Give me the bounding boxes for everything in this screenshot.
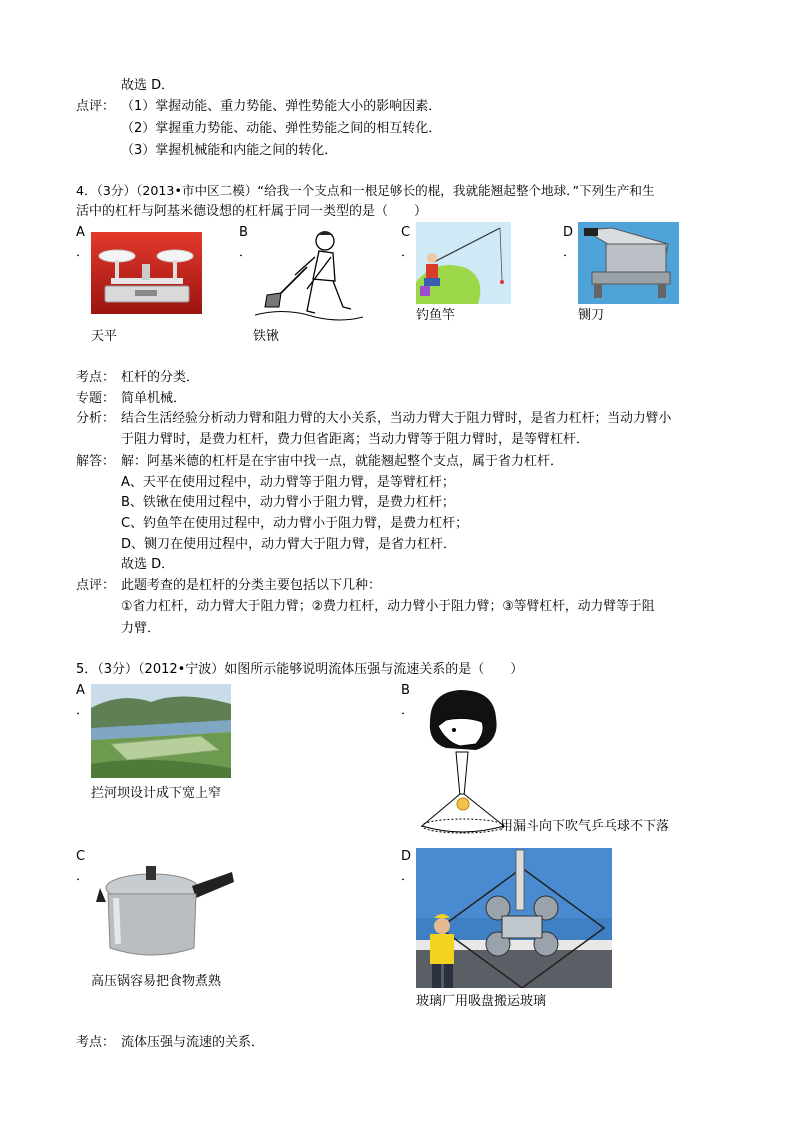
q5-option-c-caption: 高压锅容易把食物煮熟 xyxy=(91,974,222,989)
q4-option-d-letter: D xyxy=(563,225,574,240)
balance-scale-image xyxy=(91,232,202,314)
dam-image xyxy=(91,684,231,778)
q5-option-d-caption: 玻璃厂用吸盘搬运玻璃 xyxy=(416,994,547,1009)
q5-option-b-caption: 用漏斗向下吹气乒乓球不下落 xyxy=(500,819,670,834)
q5-option-d-letter: D xyxy=(401,849,412,864)
q4-stem-line2: 活中的杠杆与阿基米德设想的杠杆属于同一类型的是（ ） xyxy=(76,204,428,219)
q4-jieda-line1: 解：阿基米德的杠杆是在宇宙中找一点，就能翘起整个支点，属于省力杠杆． xyxy=(121,454,564,469)
q4-option-a-dot: ． xyxy=(76,245,90,260)
shovel-worker-image xyxy=(255,227,363,324)
prev-answer: 故选 D． xyxy=(121,78,175,93)
q4-zhuanti-label: 专题： xyxy=(76,391,116,406)
q4-zhuanti: 简单机械． xyxy=(121,391,187,406)
q5-option-b-letter: B xyxy=(401,683,410,698)
prev-dianping-label: 点评： xyxy=(76,99,116,114)
q4-jieda-line5: D、铡刀在使用过程中，动力臂大于阻力臂，是省力杠杆． xyxy=(121,537,457,552)
q4-jieda-line3: B、铁锹在使用过程中，动力臂小于阻力臂，是费力杠杆； xyxy=(121,495,455,510)
q4-fenxi-line1: 结合生活经验分析动力臂和阻力臂的大小关系，当动力臂大于阻力臂时，是省力杠杆；当动力臂小 xyxy=(121,411,672,426)
q5-option-a-letter: A xyxy=(76,683,85,698)
q4-jieda-line6: 故选 D． xyxy=(121,557,175,572)
q4-dianping-line2: ①省力杠杆，动力臂大于阻力臂；②费力杠杆，动力臂小于阻力臂；③等臂杠杆，动力臂等于阻 xyxy=(121,599,655,614)
q5-option-d-dot: ． xyxy=(401,869,415,884)
q4-option-b-dot: ． xyxy=(239,245,253,260)
q4-fenxi-line2: 于阻力臂时，是费力杠杆，费力但省距离；当动力臂等于阻力臂时，是等臂杠杆． xyxy=(121,432,590,447)
q4-dianping-line3: 力臂． xyxy=(121,621,161,636)
q5-option-c-letter: C xyxy=(76,849,86,864)
q4-jieda-line4: C、钓鱼竿在使用过程中，动力臂小于阻力臂，是费力杠杆； xyxy=(121,516,469,531)
pressure-cooker-image xyxy=(96,858,236,963)
q4-dianping-line1: 此题考查的是杠杆的分类主要包括以下几种： xyxy=(121,578,382,593)
q5-option-b-dot: ． xyxy=(401,703,415,718)
prev-point-3: （3）掌握机械能和内能之间的转化． xyxy=(121,143,338,158)
q4-option-c-letter: C xyxy=(401,225,411,240)
q5-stem: 5．（3分）（2012•宁波）如图所示能够说明流体压强与流速关系的是（ ） xyxy=(76,662,524,677)
prev-point-2: （2）掌握重力势能、动能、弹性势能之间的相互转化． xyxy=(121,121,442,136)
q5-kaodian-label: 考点： xyxy=(76,1035,116,1050)
guillotine-cutter-image xyxy=(578,222,679,304)
prev-point-1: （1）掌握动能、重力势能、弹性势能大小的影响因素． xyxy=(121,99,442,114)
fishing-rod-image xyxy=(416,222,511,304)
q4-option-d-caption: 铡刀 xyxy=(578,308,605,323)
q4-stem-line1: 4．（3分）（2013•市中区二模）“给我一个支点和一根足够长的棍，我就能翘起整个地球．”下列生产和生 xyxy=(76,183,655,198)
q4-option-c-dot: ． xyxy=(401,245,415,260)
q4-kaodian: 杠杆的分类． xyxy=(121,370,200,385)
q4-option-b-caption: 铁锹 xyxy=(253,329,280,344)
q4-option-a-letter: A xyxy=(76,225,85,240)
q4-option-a-caption: 天平 xyxy=(91,329,118,344)
q4-option-b-letter: B xyxy=(239,225,248,240)
q5-option-a-dot: ． xyxy=(76,703,90,718)
q4-kaodian-label: 考点： xyxy=(76,370,116,385)
q4-jieda-line2: A、天平在使用过程中，动力臂等于阻力臂，是等臂杠杆； xyxy=(121,475,455,490)
q4-jieda-label: 解答： xyxy=(76,454,116,469)
funnel-pingpong-image xyxy=(416,686,508,838)
q4-dianping-label: 点评： xyxy=(76,578,116,593)
q5-option-a-caption: 拦河坝设计成下宽上窄 xyxy=(91,786,222,801)
q5-kaodian: 流体压强与流速的关系． xyxy=(121,1035,265,1050)
q4-fenxi-label: 分析： xyxy=(76,411,116,426)
q5-option-c-dot: ． xyxy=(76,869,90,884)
glass-suction-image xyxy=(416,848,612,988)
q4-option-c-caption: 钓鱼竿 xyxy=(416,308,456,323)
q4-option-d-dot: ． xyxy=(563,245,577,260)
